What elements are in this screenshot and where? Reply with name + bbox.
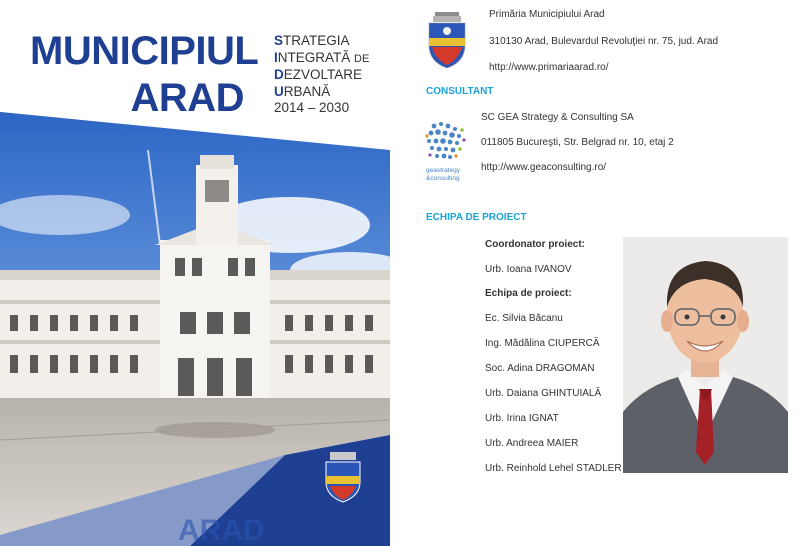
cover-subtitle: STRATEGIA INTEGRATĂ DE DEZVOLTARE URBANĂ 2014 – 2030 xyxy=(274,33,370,115)
coordinator-label: Coordonator proiect: xyxy=(485,239,585,250)
cover-photo xyxy=(0,0,390,546)
coordinator-photo xyxy=(623,237,788,473)
team-member: Urb. Irina IGNAT xyxy=(485,413,559,424)
consultant-heading: CONSULTANT xyxy=(426,86,494,97)
team-member: Ec. Silvia Băcanu xyxy=(485,313,563,324)
cover-title-line1: MUNICIPIUL xyxy=(30,29,259,73)
consultant-address: 011805 Bucureşti, Str. Belgrad nr. 10, etaj 2 xyxy=(481,137,674,148)
cover-bottom-text: ARAD xyxy=(178,514,265,546)
municipality-name: Primăria Municipiului Arad xyxy=(489,9,605,20)
team-member: Ing. Mădălina CIUPERCĂ xyxy=(485,338,600,349)
cover-years: 2014 – 2030 xyxy=(274,100,350,115)
municipality-url[interactable]: http://www.primariaarad.ro/ xyxy=(489,62,609,73)
svg-text:&consulting: &consulting xyxy=(426,175,460,182)
coordinator-name: Urb. Ioana IVANOV xyxy=(485,264,572,275)
team-member: Urb. Andreea MAIER xyxy=(485,438,579,449)
arad-crest-icon xyxy=(428,12,466,68)
team-heading: ECHIPA DE PROIECT xyxy=(426,212,527,223)
team-member: Urb. Reinhold Lehel STADLER xyxy=(485,463,622,474)
gea-logo-icon xyxy=(424,120,474,182)
svg-text:geastrategy: geastrategy xyxy=(426,167,460,174)
consultant-url[interactable]: http://www.geaconsulting.ro/ xyxy=(481,162,607,173)
cover-crest-icon xyxy=(326,452,360,502)
cover-page xyxy=(0,0,390,546)
team-label: Echipa de proiect: xyxy=(485,288,572,299)
municipality-address: 310130 Arad, Bulevardul Revoluţiei nr. 75, jud. Arad xyxy=(489,36,719,47)
team-member: Urb. Daiana GHINTUIALĂ xyxy=(485,388,602,399)
cover-title-line2: ARAD xyxy=(130,76,244,120)
consultant-name: SC GEA Strategy & Consulting SA xyxy=(481,112,634,123)
team-member: Soc. Adina DRAGOMAN xyxy=(485,363,595,374)
